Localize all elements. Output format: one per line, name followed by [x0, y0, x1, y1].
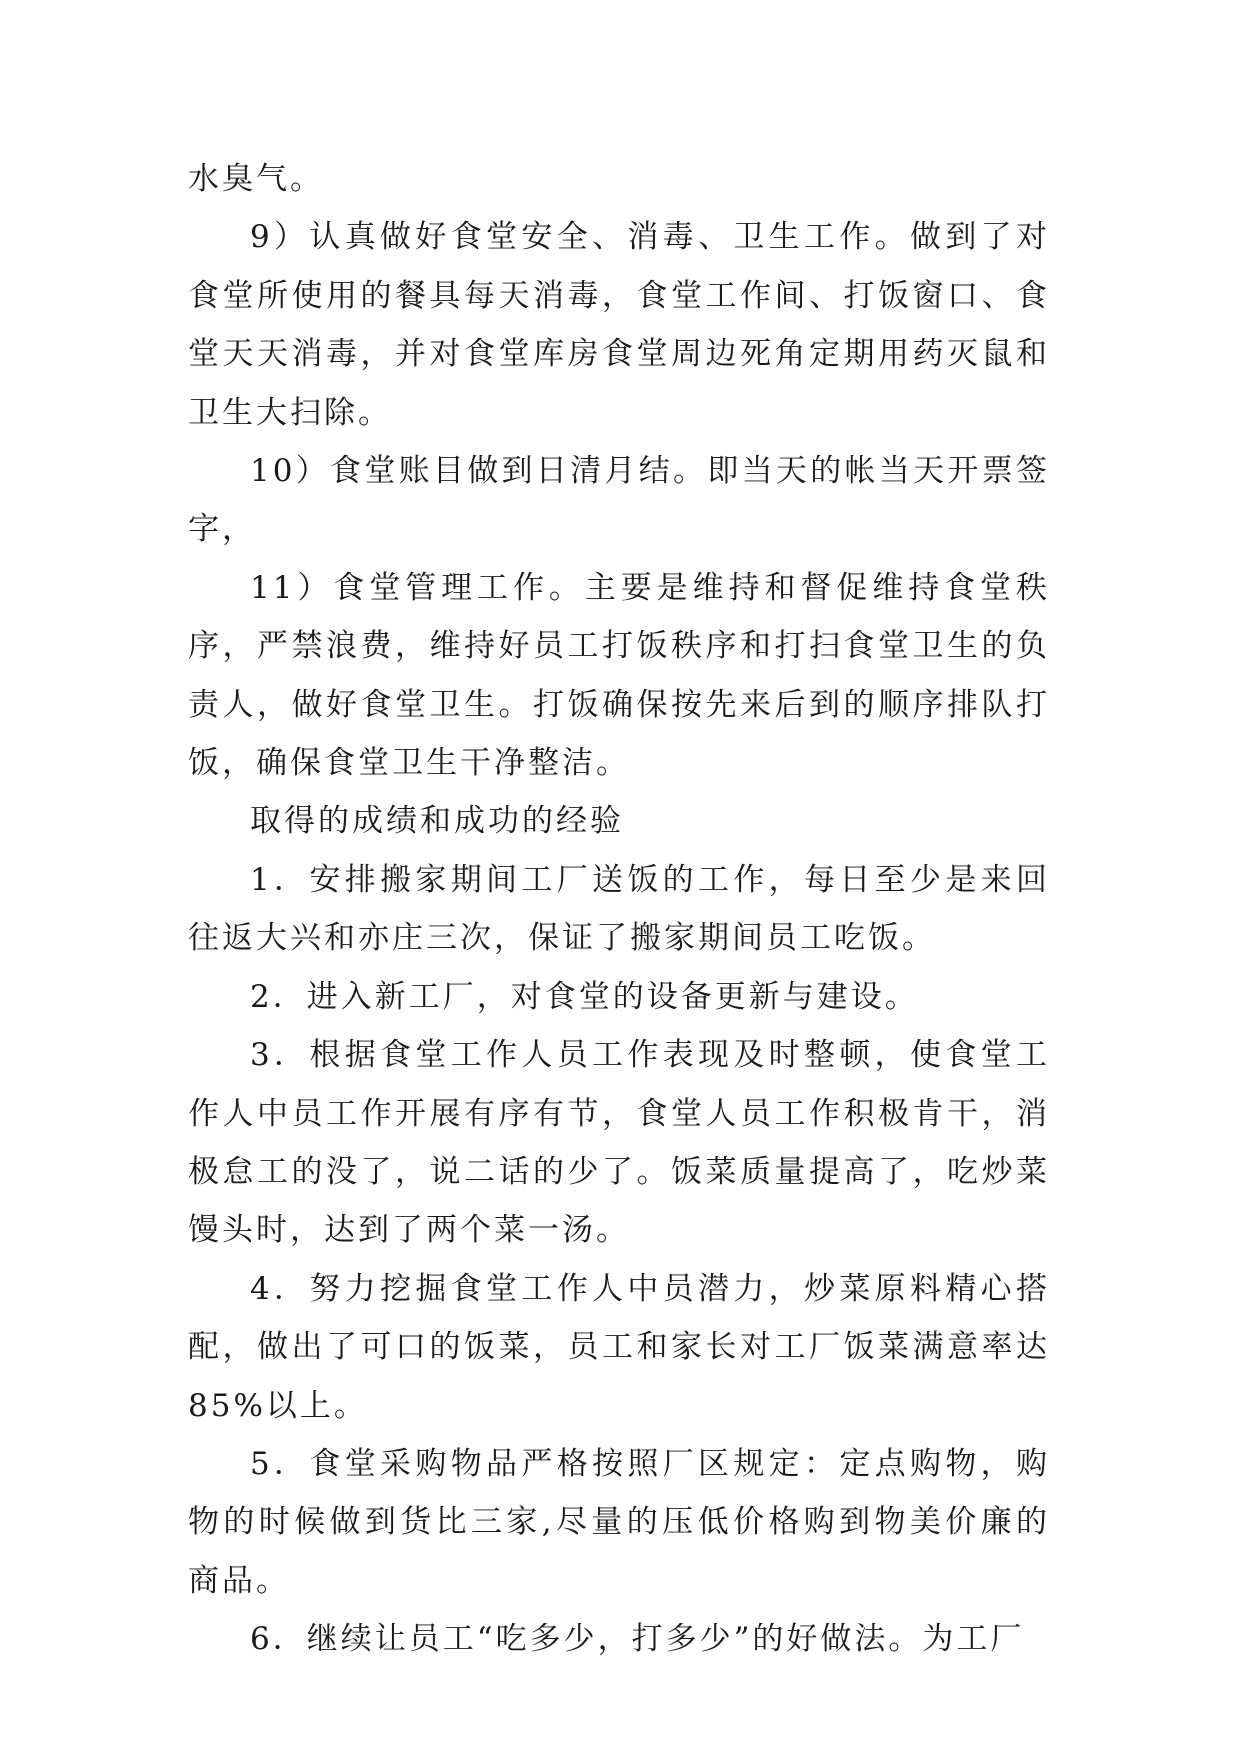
paragraph-achievement-4: 4．努力挖掘食堂工作人中员潜力，炒菜原料精心搭配，做出了可口的饭菜，员工和家长对工厂饭菜满意率达 85%以上。 [188, 1270, 1050, 1424]
paragraph-achievement-3: 3．根据食堂工作人员工作表现及时整顿，使食堂工作人中员工作开展有序有节，食堂人员工作积极肯干，消极怠工的没了，说二话的少了。饭菜质量提高了，吃炒菜馒头时，达到了两个菜一汤。 [188, 1037, 1050, 1249]
paragraph-continuation: 水臭气。 [188, 161, 324, 197]
section-heading: 取得的成绩和成功的经验 [250, 803, 624, 840]
paragraph-achievement-2: 2．进入新工厂，对食堂的设备更新与建设。 [250, 978, 919, 1015]
paragraph-item-10: 10）食堂账目做到日清月结。即当天的帐当天开票签字， [188, 453, 1050, 548]
paragraph-achievement-6: 6．继续让员工“吃多少，打多少”的好做法。为工厂 [250, 1621, 1025, 1658]
paragraph-achievement-1: 1．安排搬家期间工厂送饭的工作，每日至少是来回往返大兴和亦庄三次，保证了搬家期间员工吃饭。 [188, 861, 1050, 957]
document-body [188, 150, 1050, 1669]
paragraph-item-11: 11）食堂管理工作。主要是维持和督促维持食堂秩序，严禁浪费，维持好员工打饭秩序和打扫食堂卫生的负责人，做好食堂卫生。打饭确保按先来后到的顺序排队打饭，确保食堂卫生干净整洁。 [188, 569, 1050, 782]
paragraph-achievement-5: 5．食堂采购物品严格按照厂区规定：定点购物，购物的时候做到货比三家,尽量的压低价格购到物美价廉的商品。 [188, 1445, 1050, 1599]
paragraph-item-9: 9）认真做好食堂安全、消毒、卫生工作。做到了对食堂所使用的餐具每天消毒，食堂工作间、打饭窗口、食堂天天消毒，并对食堂库房食堂周边死角定期用药灭鼠和卫生大扫除。 [188, 219, 1050, 431]
